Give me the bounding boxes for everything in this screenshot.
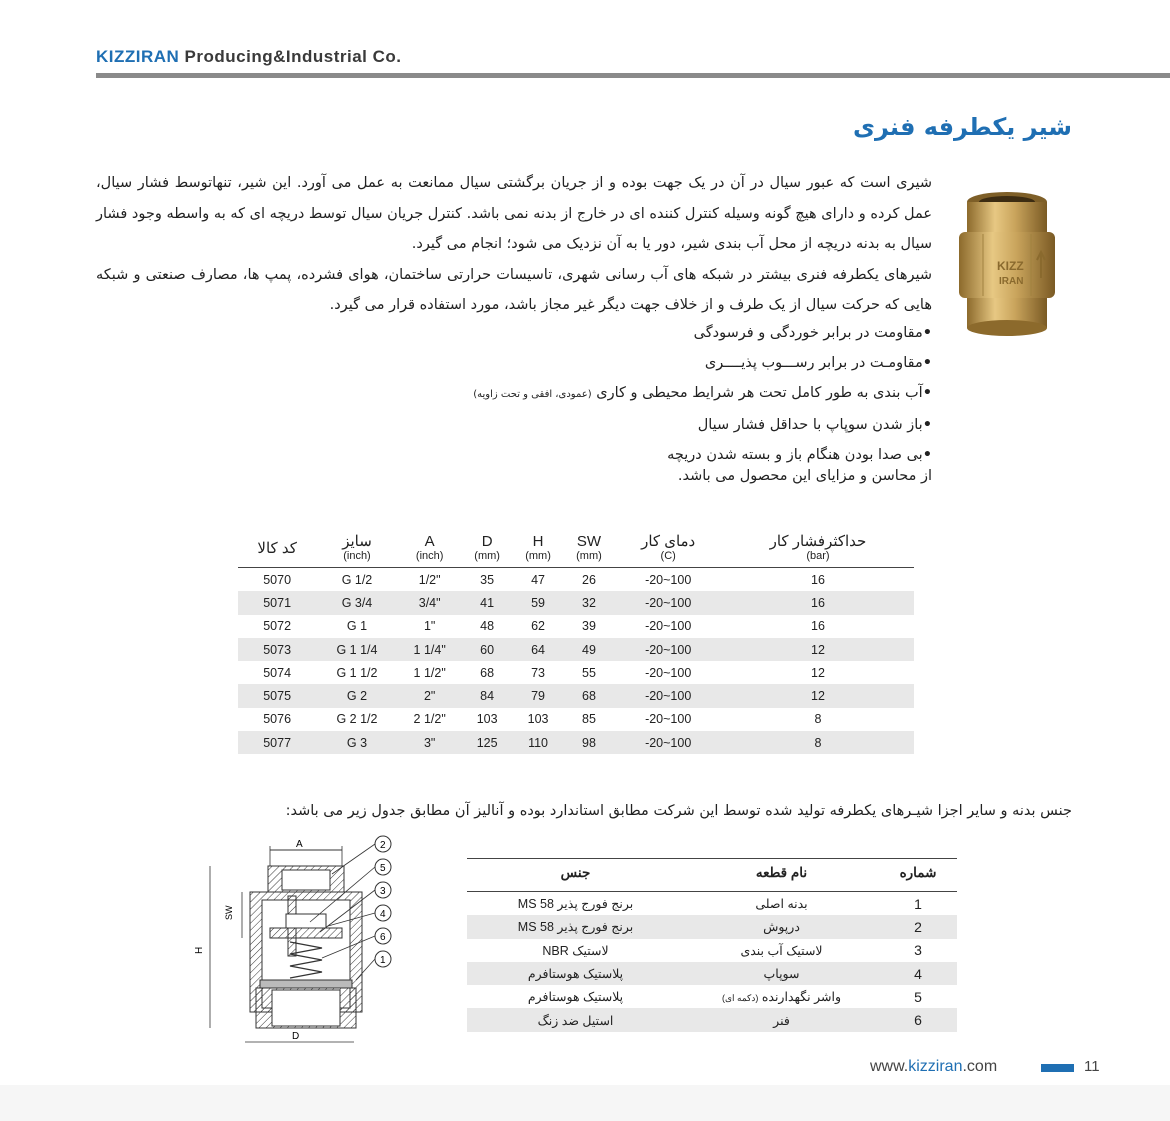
spec-cell: G 1 1/2: [336, 665, 378, 680]
spec-header-row: [238, 533, 914, 568]
footer-accent-bar: [1041, 1064, 1074, 1072]
spec-row: [238, 638, 914, 661]
spec-table: [238, 533, 914, 754]
spec-cell: -20~100: [645, 665, 692, 680]
intro-text: [96, 168, 932, 321]
header-bar: [0, 0, 1170, 40]
spec-cell: G 3: [316, 731, 397, 754]
parts-table: [467, 858, 957, 1032]
spec-cell: 5070: [263, 572, 292, 587]
spec-cell: 26: [582, 572, 596, 587]
header-unit: (inch): [343, 550, 371, 562]
feature-note: (عمودی، افقی و تحت زاویه): [473, 389, 592, 400]
part-number: 3: [914, 942, 922, 959]
header-unit: (mm): [474, 550, 500, 562]
parts-row: [467, 915, 957, 938]
parts-row: [467, 1008, 957, 1031]
bullet-icon: •: [922, 385, 932, 401]
company-suffix: Producing&Industrial Co.: [179, 47, 402, 66]
header-unit: (inch): [415, 550, 444, 562]
spec-cell: 39: [582, 619, 596, 634]
dim-h-label: H: [194, 946, 205, 954]
spec-cell: 47: [531, 572, 545, 587]
header-code: [238, 533, 316, 568]
part-material: برنج فورج پذیر MS 58: [467, 915, 684, 938]
part-number: 5: [914, 988, 922, 1005]
page-number: 11: [1084, 1058, 1100, 1075]
spec-cell: 8: [814, 712, 822, 727]
spec-cell: 68: [480, 665, 495, 680]
header-temp: [614, 533, 721, 568]
url-suffix: .com: [962, 1058, 998, 1075]
part-name-cell: [684, 985, 879, 1008]
closing-text: از محاسن و مزایای این محصول می باشد.: [677, 468, 932, 484]
parts-header-row: [467, 859, 957, 892]
spec-cell: 16: [722, 591, 914, 614]
part-number: 2: [879, 915, 957, 938]
spec-cell: 5072: [263, 619, 292, 634]
parts-header-part: نام قطعه: [684, 859, 879, 892]
part-name-cell: [684, 1008, 879, 1031]
part-number: 6: [879, 1008, 957, 1031]
part-material: پلاستیک هوستافرم: [467, 962, 684, 985]
parts-row: [467, 985, 957, 1008]
header-label: حداکثرفشار کار: [769, 533, 867, 550]
part-name: لاستیک آب بندی: [740, 943, 823, 958]
spec-cell: 55: [582, 665, 596, 680]
part-number: 1: [914, 895, 922, 912]
part-name: واشر نگهدارنده: [761, 990, 842, 1005]
dim-d-label: D: [292, 1031, 300, 1042]
spec-cell: 110: [513, 731, 564, 754]
feature-item: [380, 410, 932, 440]
header-h: [513, 533, 564, 568]
spec-row: [238, 661, 914, 684]
spec-cell: -20~100: [645, 619, 692, 634]
part-name: سوپاپ: [763, 967, 800, 982]
spec-cell: 62: [531, 619, 545, 634]
part-material: استیل ضد زنگ: [467, 1008, 684, 1031]
spec-cell: 84: [462, 684, 513, 707]
part-number: 4: [879, 962, 957, 985]
spec-row: [238, 731, 914, 754]
spec-cell: 16: [811, 619, 825, 634]
spec-cell: 12: [722, 684, 914, 707]
spec-cell: G 2: [316, 684, 397, 707]
spec-cell: 16: [811, 572, 825, 587]
bullet-icon: •: [922, 355, 932, 371]
url-prefix: www.: [870, 1058, 909, 1075]
valve-section-diagram: [110, 830, 400, 1055]
page-bottom: [0, 1085, 1170, 1121]
valve-photo: [945, 188, 1070, 338]
spec-cell: 12: [811, 665, 825, 680]
spec-cell: -20~100: [614, 591, 721, 614]
spec-cell: 41: [462, 591, 513, 614]
spec-cell: 79: [513, 684, 564, 707]
spec-cell: G 3/4: [316, 591, 397, 614]
spec-cell: 68: [564, 684, 615, 707]
spec-cell: 60: [462, 638, 513, 661]
company-name: [96, 47, 402, 67]
product-marking-2: IRAN: [999, 276, 1024, 287]
spec-cell: -20~100: [614, 684, 721, 707]
spec-cell: 5073: [238, 638, 316, 661]
bullet-icon: •: [922, 417, 932, 433]
header-a: [398, 533, 462, 568]
parts-row: [467, 962, 957, 985]
spec-cell: 5076: [263, 712, 292, 727]
spec-cell: 35: [480, 572, 495, 587]
page-title: شیر یکطرفه فنری: [852, 113, 1072, 141]
part-name-cell: [684, 915, 879, 938]
feature-item: [380, 378, 932, 410]
spec-cell: 8: [722, 731, 914, 754]
spec-cell: G 1/2: [341, 572, 373, 587]
intro-paragraph: شیری است که عبور سیال در آن در یک جهت بوده و از جریان برگشتی سیال ممانعت به عمل می آورد. این شیر، تنهاتوسط فشار سیال، عمل کرده و دارای هیچ گونه وسیله کنترل کننده ای در خارج از بدنه نمی باشد. کنترل جریان سیال توسط دریچه ای که به واسطه وجود فشار سیال به بدنه دریچه از محل آب بندی شیر، دور یا به آن نزدیک می شود؛ انجام می گیرد.: [96, 175, 932, 252]
dim-sw-label: SW: [224, 905, 234, 920]
feature-text: باز شدن سوپاپ با حداقل فشار سیال: [697, 417, 923, 433]
spec-cell: 73: [531, 665, 545, 680]
part-note: (دکمه ای): [721, 993, 759, 1004]
spec-cell: 5075: [238, 684, 316, 707]
feature-text: آب بندی به طور کامل تحت هر شرایط محیطی و کاری: [591, 385, 923, 401]
spec-cell: 3/4": [398, 591, 462, 614]
spec-body: [238, 568, 914, 755]
callout-1: 1: [380, 955, 386, 966]
header-label: H: [532, 533, 544, 550]
spec-cell: -20~100: [614, 731, 721, 754]
spec-cell: 1": [423, 619, 436, 634]
feature-item: [380, 348, 932, 378]
header-label: دمای کار: [641, 533, 696, 550]
header-size: [316, 533, 397, 568]
header-label: کد کالا: [257, 540, 297, 557]
callout-5: 5: [380, 863, 386, 874]
part-name: درپوش: [763, 920, 800, 935]
feature-text: بی صدا بودن هنگام باز و بسته شدن دریچه: [667, 447, 923, 463]
spec-cell: 5077: [238, 731, 316, 754]
spec-cell: 125: [462, 731, 513, 754]
spec-row: [238, 591, 914, 614]
header-label: سایز: [342, 533, 372, 550]
spec-cell: 3": [398, 731, 462, 754]
spec-cell: 103: [476, 712, 498, 727]
header-label: SW: [576, 533, 602, 550]
feature-item: [380, 440, 932, 470]
spec-cell: 98: [564, 731, 615, 754]
spec-cell: 32: [564, 591, 615, 614]
material-note: جنس بدنه و سایر اجزا شیـرهای یکطرفه تولید شده توسط این شرکت مطابق استاندارد بوده و آنالیز آن مطابق جدول زیر می باشد:: [285, 803, 1072, 819]
spec-cell: G 2 1/2: [336, 712, 378, 727]
header-d: [462, 533, 513, 568]
feature-text: مقاومـت در برابر رســـوب پذیــــری: [704, 355, 923, 371]
parts-row: [467, 892, 957, 916]
callout-2: 2: [380, 840, 386, 851]
spec-cell: 1/2": [418, 572, 441, 587]
callout-6: 6: [380, 932, 386, 943]
header-unit: (mm): [525, 550, 551, 562]
header-label: A: [424, 533, 435, 550]
feature-text: مقاومت در برابر خوردگی و فرسودگی: [693, 325, 923, 341]
spec-cell: 1 1/4": [398, 638, 462, 661]
spec-cell: 59: [513, 591, 564, 614]
spec-cell: -20~100: [645, 572, 692, 587]
intro-paragraph: شیرهای یکطرفه فنری بیشتر در شبکه های آب رسانی شهری، تاسیسات حرارتی ساختمان، هوای فشرده، پمپ ها، مصارف صنعتی و شبکه هایی که حرکت سیال از یک طرف و از خلاف جهت دیگر غیر مجاز باشد، مورد استفاده قرار می گیرد.: [96, 266, 932, 313]
header-sw: [564, 533, 615, 568]
spec-cell: 85: [582, 712, 596, 727]
feature-list: [380, 318, 932, 470]
part-name-cell: [684, 962, 879, 985]
spec-cell: 64: [513, 638, 564, 661]
header-pressure: [722, 533, 914, 568]
parts-body: [467, 892, 957, 1032]
spec-cell: 48: [480, 619, 495, 634]
spec-cell: 1 1/2": [413, 665, 446, 680]
spec-row: [238, 568, 914, 592]
parts-header-material: جنس: [467, 859, 684, 892]
url-brand: kizziran: [908, 1058, 963, 1075]
bullet-icon: •: [922, 325, 932, 341]
header-rule: [96, 73, 1170, 78]
company-brand: KIZZIRAN: [96, 47, 180, 66]
part-material: لاستیک NBR: [542, 943, 609, 958]
spec-cell: 49: [564, 638, 615, 661]
spec-cell: 2 1/2": [413, 712, 446, 727]
parts-row: [467, 939, 957, 962]
spec-cell: 2": [398, 684, 462, 707]
dim-a-label: A: [296, 839, 303, 850]
part-name-cell: [684, 892, 879, 916]
footer-url: [870, 1058, 997, 1076]
callout-4: 4: [380, 909, 386, 920]
header-label: D: [481, 533, 493, 550]
spec-row: [238, 615, 914, 638]
part-name: فنر: [773, 1013, 790, 1028]
part-name-cell: [684, 939, 879, 962]
spec-row: [238, 684, 914, 707]
part-name: بدنه اصلی: [755, 897, 808, 912]
header-unit: (mm): [576, 550, 602, 562]
spec-cell: -20~100: [614, 638, 721, 661]
bullet-icon: •: [922, 447, 932, 463]
parts-header-number: شماره: [879, 859, 957, 892]
part-material: برنج فورج پذیر MS 58: [517, 897, 634, 912]
spec-cell: 5071: [238, 591, 316, 614]
spec-cell: 103: [527, 712, 549, 727]
spec-row: [238, 708, 914, 731]
spec-cell: 5074: [263, 665, 292, 680]
header-unit: (bar): [806, 550, 830, 562]
spec-cell: -20~100: [645, 712, 692, 727]
header-unit: (C): [660, 550, 676, 562]
spec-cell: 12: [722, 638, 914, 661]
callout-3: 3: [380, 886, 386, 897]
product-marking-1: KIZZ: [997, 259, 1024, 273]
spec-cell: G 1: [346, 619, 368, 634]
spec-cell: G 1 1/4: [316, 638, 397, 661]
feature-item: [380, 318, 932, 348]
part-material: پلاستیک هوستافرم: [527, 990, 624, 1005]
